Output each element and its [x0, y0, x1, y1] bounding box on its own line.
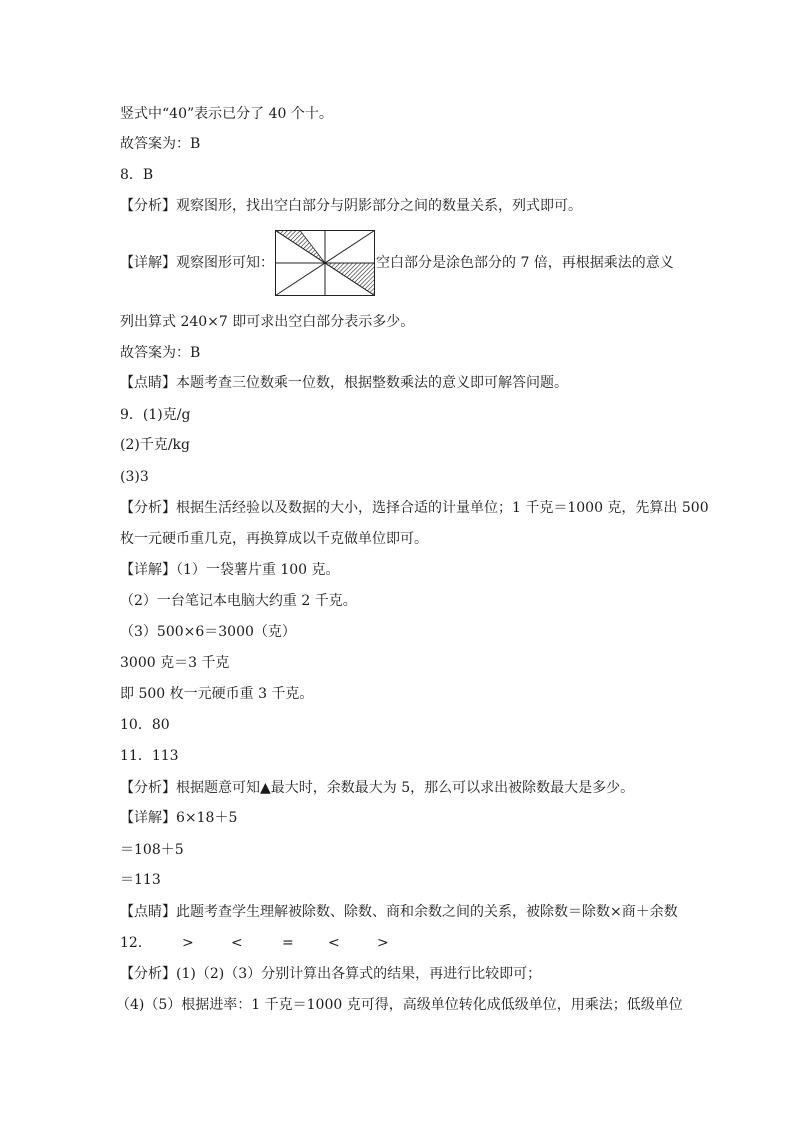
comment-line: 【点睛】本题考查三位数乘一位数，根据整数乘法的意义即可解答问题。	[120, 375, 568, 391]
text-line: 故答案为：B	[120, 136, 201, 152]
comparison-symbol: >	[377, 935, 389, 951]
text-line: 故答案为：B	[120, 345, 201, 361]
rectangle-figure	[275, 230, 375, 296]
comparison-symbol: >	[182, 935, 194, 951]
analysis-line: 【分析】观察图形，找出空白部分与阴影部分之间的数量关系，列式即可。	[120, 198, 582, 214]
text-line: 列出算式 240×7 即可求出空白部分表示多少。	[120, 314, 415, 330]
detail-text: 空白部分是涂色部分的 7 倍，再根据乘法的意义	[376, 255, 674, 271]
analysis-line: 【分析】根据生活经验以及数据的大小，选择合适的计量单位；1 千克＝1000 克，先算出 500	[120, 500, 709, 516]
text-line: （4)（5）根据进率：1 千克＝1000 克可得，高级单位转化成低级单位，用乘法；低级单位	[116, 997, 683, 1013]
text-line: 即 500 枚一元硬币重 3 千克。	[120, 686, 314, 702]
detail-with-figure	[120, 230, 674, 296]
question-11-answer: 11．113	[120, 748, 179, 764]
detail-line: 【详解】（1）一袋薯片重 100 克。	[120, 562, 340, 578]
text-line: (3)3	[120, 469, 149, 485]
text-line: ＝108＋5	[120, 842, 184, 858]
question-9-answer: 9．(1)克/g	[120, 407, 191, 423]
question-8-answer: 8．B	[120, 167, 154, 183]
text-line: 枚一元硬币重几克，再换算成以千克做单位即可。	[120, 531, 428, 547]
question-10-answer: 10．80	[120, 717, 170, 733]
text-line: 竖式中“40”表示已分了 40 个十。	[120, 106, 333, 122]
text-line: ＝113	[120, 872, 161, 888]
detail-line: 【详解】6×18＋5	[120, 810, 238, 826]
analysis-line: 【分析】根据题意可知▲最大时，余数最大为 5，那么可以求出被除数最大是多少。	[120, 780, 635, 796]
text-line: (2)千克/kg	[120, 437, 190, 453]
comparison-symbol: =	[282, 935, 294, 951]
question-12-answer	[120, 933, 389, 953]
detail-label: 【详解】观察图形可知：	[120, 255, 274, 271]
comparison-symbol: <	[231, 935, 243, 951]
comment-line: 【点睛】此题考查学生理解被除数、除数、商和余数之间的关系，被除数＝除数×商＋余数	[120, 904, 678, 920]
question-number: 12．	[120, 935, 152, 951]
analysis-line: 【分析】(1)（2)（3）分别计算出各算式的结果，再进行比较即可；	[120, 966, 542, 982]
text-line: （3）500×6＝3000（克）	[120, 624, 296, 640]
text-line: 3000 克＝3 千克	[120, 655, 230, 671]
text-line: （2）一台笔记本电脑大约重 2 千克。	[120, 593, 357, 609]
comparison-symbol: <	[328, 935, 340, 951]
